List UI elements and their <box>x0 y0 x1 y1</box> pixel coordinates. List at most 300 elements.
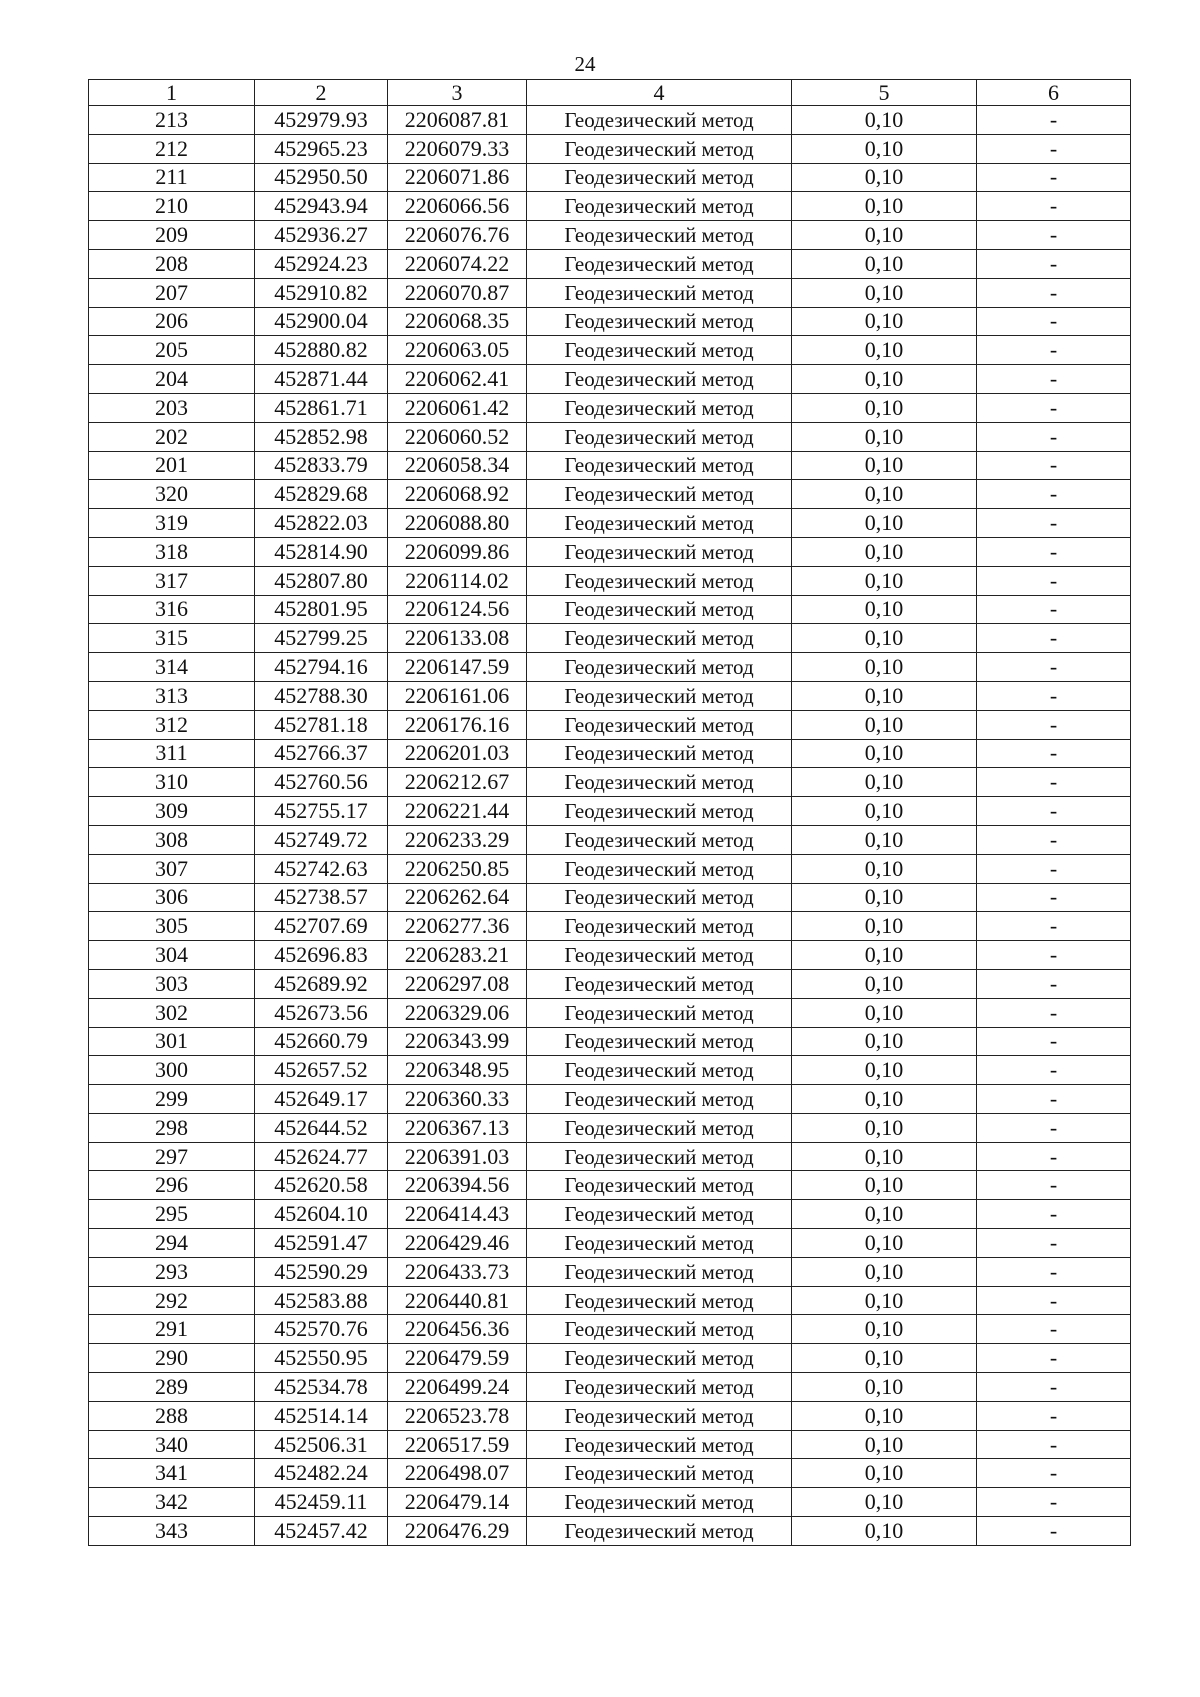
accuracy-cell: 0,10 <box>792 393 977 422</box>
y-coordinate-cell: 2206068.92 <box>388 480 527 509</box>
accuracy-cell: 0,10 <box>792 1430 977 1459</box>
method-cell: Геодезический метод <box>527 653 792 682</box>
method-cell: Геодезический метод <box>527 825 792 854</box>
x-coordinate-cell: 452534.78 <box>255 1373 388 1402</box>
y-coordinate-cell: 2206070.87 <box>388 278 527 307</box>
method-cell: Геодезический метод <box>527 1401 792 1430</box>
x-coordinate-cell: 452749.72 <box>255 825 388 854</box>
y-coordinate-cell: 2206124.56 <box>388 595 527 624</box>
accuracy-cell: 0,10 <box>792 1200 977 1229</box>
point-number-cell: 207 <box>89 278 255 307</box>
note-cell: - <box>977 451 1131 480</box>
point-number-cell: 297 <box>89 1142 255 1171</box>
table-row <box>89 1344 1131 1373</box>
method-cell: Геодезический метод <box>527 681 792 710</box>
table-row <box>89 969 1131 998</box>
x-coordinate-cell: 452742.63 <box>255 854 388 883</box>
note-cell: - <box>977 768 1131 797</box>
x-coordinate-cell: 452829.68 <box>255 480 388 509</box>
point-number-cell: 210 <box>89 192 255 221</box>
note-cell: - <box>977 854 1131 883</box>
table-row <box>89 1286 1131 1315</box>
accuracy-cell: 0,10 <box>792 537 977 566</box>
x-coordinate-cell: 452660.79 <box>255 1027 388 1056</box>
x-coordinate-cell: 452807.80 <box>255 566 388 595</box>
accuracy-cell: 0,10 <box>792 1401 977 1430</box>
table-row <box>89 1200 1131 1229</box>
note-cell: - <box>977 624 1131 653</box>
table-row <box>89 307 1131 336</box>
method-cell: Геодезический метод <box>527 739 792 768</box>
y-coordinate-cell: 2206433.73 <box>388 1257 527 1286</box>
accuracy-cell: 0,10 <box>792 825 977 854</box>
accuracy-cell: 0,10 <box>792 1257 977 1286</box>
accuracy-cell: 0,10 <box>792 1027 977 1056</box>
method-cell: Геодезический метод <box>527 1257 792 1286</box>
x-coordinate-cell: 452583.88 <box>255 1286 388 1315</box>
note-cell: - <box>977 1517 1131 1546</box>
point-number-cell: 299 <box>89 1085 255 1114</box>
y-coordinate-cell: 2206479.59 <box>388 1344 527 1373</box>
x-coordinate-cell: 452696.83 <box>255 941 388 970</box>
x-coordinate-cell: 452799.25 <box>255 624 388 653</box>
table-row <box>89 451 1131 480</box>
note-cell: - <box>977 710 1131 739</box>
accuracy-cell: 0,10 <box>792 624 977 653</box>
note-cell: - <box>977 422 1131 451</box>
x-coordinate-cell: 452979.93 <box>255 106 388 135</box>
note-cell: - <box>977 1286 1131 1315</box>
point-number-cell: 307 <box>89 854 255 883</box>
method-cell: Геодезический метод <box>527 1056 792 1085</box>
accuracy-cell: 0,10 <box>792 566 977 595</box>
accuracy-cell: 0,10 <box>792 969 977 998</box>
table-row <box>89 1459 1131 1488</box>
note-cell: - <box>977 134 1131 163</box>
y-coordinate-cell: 2206391.03 <box>388 1142 527 1171</box>
point-number-cell: 315 <box>89 624 255 653</box>
point-number-cell: 310 <box>89 768 255 797</box>
coordinates-table <box>88 79 1131 1546</box>
x-coordinate-cell: 452604.10 <box>255 1200 388 1229</box>
y-coordinate-cell: 2206479.14 <box>388 1488 527 1517</box>
point-number-cell: 202 <box>89 422 255 451</box>
point-number-cell: 343 <box>89 1517 255 1546</box>
accuracy-cell: 0,10 <box>792 221 977 250</box>
y-coordinate-cell: 2206414.43 <box>388 1200 527 1229</box>
note-cell: - <box>977 1085 1131 1114</box>
method-cell: Геодезический метод <box>527 422 792 451</box>
method-cell: Геодезический метод <box>527 1142 792 1171</box>
y-coordinate-cell: 2206063.05 <box>388 336 527 365</box>
point-number-cell: 320 <box>89 480 255 509</box>
x-coordinate-cell: 452459.11 <box>255 1488 388 1517</box>
note-cell: - <box>977 681 1131 710</box>
method-cell: Геодезический метод <box>527 134 792 163</box>
accuracy-cell: 0,10 <box>792 1056 977 1085</box>
point-number-cell: 317 <box>89 566 255 595</box>
method-cell: Геодезический метод <box>527 393 792 422</box>
x-coordinate-cell: 452620.58 <box>255 1171 388 1200</box>
point-number-cell: 342 <box>89 1488 255 1517</box>
table-row <box>89 854 1131 883</box>
table-row <box>89 825 1131 854</box>
y-coordinate-cell: 2206498.07 <box>388 1459 527 1488</box>
y-coordinate-cell: 2206068.35 <box>388 307 527 336</box>
table-row <box>89 566 1131 595</box>
method-cell: Геодезический метод <box>527 451 792 480</box>
x-coordinate-cell: 452755.17 <box>255 797 388 826</box>
point-number-cell: 293 <box>89 1257 255 1286</box>
x-coordinate-cell: 452950.50 <box>255 163 388 192</box>
note-cell: - <box>977 797 1131 826</box>
accuracy-cell: 0,10 <box>792 912 977 941</box>
method-cell: Геодезический метод <box>527 998 792 1027</box>
table-row <box>89 768 1131 797</box>
table-row <box>89 1401 1131 1430</box>
accuracy-cell: 0,10 <box>792 941 977 970</box>
note-cell: - <box>977 480 1131 509</box>
table-row <box>89 912 1131 941</box>
point-number-cell: 291 <box>89 1315 255 1344</box>
header-cell-2: 2 <box>255 80 388 106</box>
point-number-cell: 314 <box>89 653 255 682</box>
accuracy-cell: 0,10 <box>792 1171 977 1200</box>
table-row <box>89 797 1131 826</box>
y-coordinate-cell: 2206060.52 <box>388 422 527 451</box>
note-cell: - <box>977 883 1131 912</box>
y-coordinate-cell: 2206221.44 <box>388 797 527 826</box>
point-number-cell: 304 <box>89 941 255 970</box>
point-number-cell: 208 <box>89 249 255 278</box>
table-row <box>89 739 1131 768</box>
method-cell: Геодезический метод <box>527 336 792 365</box>
note-cell: - <box>977 595 1131 624</box>
accuracy-cell: 0,10 <box>792 134 977 163</box>
point-number-cell: 201 <box>89 451 255 480</box>
method-cell: Геодезический метод <box>527 912 792 941</box>
note-cell: - <box>977 1171 1131 1200</box>
accuracy-cell: 0,10 <box>792 365 977 394</box>
table-row <box>89 1488 1131 1517</box>
accuracy-cell: 0,10 <box>792 1315 977 1344</box>
y-coordinate-cell: 2206456.36 <box>388 1315 527 1344</box>
table-row <box>89 1113 1131 1142</box>
table-row <box>89 624 1131 653</box>
note-cell: - <box>977 307 1131 336</box>
x-coordinate-cell: 452707.69 <box>255 912 388 941</box>
accuracy-cell: 0,10 <box>792 1113 977 1142</box>
accuracy-cell: 0,10 <box>792 1488 977 1517</box>
table-header-row <box>89 80 1131 106</box>
header-cell-3: 3 <box>388 80 527 106</box>
y-coordinate-cell: 2206061.42 <box>388 393 527 422</box>
note-cell: - <box>977 509 1131 538</box>
x-coordinate-cell: 452550.95 <box>255 1344 388 1373</box>
table-row <box>89 278 1131 307</box>
note-cell: - <box>977 1459 1131 1488</box>
y-coordinate-cell: 2206087.81 <box>388 106 527 135</box>
y-coordinate-cell: 2206429.46 <box>388 1229 527 1258</box>
table-row <box>89 883 1131 912</box>
table-row <box>89 1027 1131 1056</box>
accuracy-cell: 0,10 <box>792 422 977 451</box>
note-cell: - <box>977 393 1131 422</box>
point-number-cell: 300 <box>89 1056 255 1085</box>
accuracy-cell: 0,10 <box>792 249 977 278</box>
point-number-cell: 296 <box>89 1171 255 1200</box>
accuracy-cell: 0,10 <box>792 854 977 883</box>
x-coordinate-cell: 452900.04 <box>255 307 388 336</box>
note-cell: - <box>977 653 1131 682</box>
accuracy-cell: 0,10 <box>792 480 977 509</box>
y-coordinate-cell: 2206348.95 <box>388 1056 527 1085</box>
accuracy-cell: 0,10 <box>792 1517 977 1546</box>
accuracy-cell: 0,10 <box>792 1085 977 1114</box>
note-cell: - <box>977 192 1131 221</box>
point-number-cell: 204 <box>89 365 255 394</box>
table-row <box>89 537 1131 566</box>
method-cell: Геодезический метод <box>527 1459 792 1488</box>
note-cell: - <box>977 249 1131 278</box>
table-row <box>89 1257 1131 1286</box>
method-cell: Геодезический метод <box>527 537 792 566</box>
x-coordinate-cell: 452910.82 <box>255 278 388 307</box>
y-coordinate-cell: 2206161.06 <box>388 681 527 710</box>
table-row <box>89 1373 1131 1402</box>
point-number-cell: 211 <box>89 163 255 192</box>
point-number-cell: 206 <box>89 307 255 336</box>
table-row <box>89 998 1131 1027</box>
table-body <box>89 80 1131 1546</box>
y-coordinate-cell: 2206114.02 <box>388 566 527 595</box>
x-coordinate-cell: 452814.90 <box>255 537 388 566</box>
point-number-cell: 319 <box>89 509 255 538</box>
accuracy-cell: 0,10 <box>792 163 977 192</box>
table-row <box>89 365 1131 394</box>
header-cell-4: 4 <box>527 80 792 106</box>
page-number: 24 <box>574 52 596 76</box>
note-cell: - <box>977 336 1131 365</box>
table-row <box>89 134 1131 163</box>
y-coordinate-cell: 2206201.03 <box>388 739 527 768</box>
note-cell: - <box>977 998 1131 1027</box>
method-cell: Геодезический метод <box>527 1027 792 1056</box>
y-coordinate-cell: 2206071.86 <box>388 163 527 192</box>
y-coordinate-cell: 2206517.59 <box>388 1430 527 1459</box>
method-cell: Геодезический метод <box>527 566 792 595</box>
x-coordinate-cell: 452673.56 <box>255 998 388 1027</box>
y-coordinate-cell: 2206066.56 <box>388 192 527 221</box>
x-coordinate-cell: 452570.76 <box>255 1315 388 1344</box>
table-row <box>89 422 1131 451</box>
x-coordinate-cell: 452852.98 <box>255 422 388 451</box>
x-coordinate-cell: 452822.03 <box>255 509 388 538</box>
y-coordinate-cell: 2206394.56 <box>388 1171 527 1200</box>
method-cell: Геодезический метод <box>527 1200 792 1229</box>
table-row <box>89 106 1131 135</box>
table-row <box>89 1430 1131 1459</box>
note-cell: - <box>977 278 1131 307</box>
note-cell: - <box>977 1027 1131 1056</box>
x-coordinate-cell: 452781.18 <box>255 710 388 739</box>
note-cell: - <box>977 1373 1131 1402</box>
x-coordinate-cell: 452590.29 <box>255 1257 388 1286</box>
y-coordinate-cell: 2206476.29 <box>388 1517 527 1546</box>
y-coordinate-cell: 2206360.33 <box>388 1085 527 1114</box>
y-coordinate-cell: 2206076.76 <box>388 221 527 250</box>
point-number-cell: 312 <box>89 710 255 739</box>
table-row <box>89 1085 1131 1114</box>
accuracy-cell: 0,10 <box>792 1373 977 1402</box>
method-cell: Геодезический метод <box>527 480 792 509</box>
point-number-cell: 290 <box>89 1344 255 1373</box>
accuracy-cell: 0,10 <box>792 595 977 624</box>
accuracy-cell: 0,10 <box>792 681 977 710</box>
method-cell: Геодезический метод <box>527 854 792 883</box>
table-row <box>89 681 1131 710</box>
table-row <box>89 249 1131 278</box>
accuracy-cell: 0,10 <box>792 739 977 768</box>
table-row <box>89 480 1131 509</box>
point-number-cell: 212 <box>89 134 255 163</box>
x-coordinate-cell: 452943.94 <box>255 192 388 221</box>
point-number-cell: 303 <box>89 969 255 998</box>
accuracy-cell: 0,10 <box>792 1229 977 1258</box>
method-cell: Геодезический метод <box>527 710 792 739</box>
y-coordinate-cell: 2206329.06 <box>388 998 527 1027</box>
note-cell: - <box>977 1315 1131 1344</box>
accuracy-cell: 0,10 <box>792 710 977 739</box>
x-coordinate-cell: 452880.82 <box>255 336 388 365</box>
accuracy-cell: 0,10 <box>792 1286 977 1315</box>
accuracy-cell: 0,10 <box>792 653 977 682</box>
y-coordinate-cell: 2206147.59 <box>388 653 527 682</box>
table-row <box>89 1229 1131 1258</box>
point-number-cell: 203 <box>89 393 255 422</box>
y-coordinate-cell: 2206133.08 <box>388 624 527 653</box>
x-coordinate-cell: 452506.31 <box>255 1430 388 1459</box>
point-number-cell: 316 <box>89 595 255 624</box>
method-cell: Геодезический метод <box>527 797 792 826</box>
point-number-cell: 288 <box>89 1401 255 1430</box>
point-number-cell: 302 <box>89 998 255 1027</box>
method-cell: Геодезический метод <box>527 1286 792 1315</box>
y-coordinate-cell: 2206176.16 <box>388 710 527 739</box>
method-cell: Геодезический метод <box>527 969 792 998</box>
y-coordinate-cell: 2206343.99 <box>388 1027 527 1056</box>
accuracy-cell: 0,10 <box>792 1344 977 1373</box>
method-cell: Геодезический метод <box>527 278 792 307</box>
x-coordinate-cell: 452766.37 <box>255 739 388 768</box>
x-coordinate-cell: 452760.56 <box>255 768 388 797</box>
table-row <box>89 509 1131 538</box>
method-cell: Геодезический метод <box>527 221 792 250</box>
accuracy-cell: 0,10 <box>792 336 977 365</box>
header-cell-1: 1 <box>89 80 255 106</box>
table-row <box>89 941 1131 970</box>
note-cell: - <box>977 1142 1131 1171</box>
accuracy-cell: 0,10 <box>792 192 977 221</box>
table-row <box>89 163 1131 192</box>
x-coordinate-cell: 452936.27 <box>255 221 388 250</box>
accuracy-cell: 0,10 <box>792 768 977 797</box>
point-number-cell: 209 <box>89 221 255 250</box>
method-cell: Геодезический метод <box>527 1085 792 1114</box>
table-row <box>89 1315 1131 1344</box>
method-cell: Геодезический метод <box>527 163 792 192</box>
accuracy-cell: 0,10 <box>792 278 977 307</box>
method-cell: Геодезический метод <box>527 1517 792 1546</box>
note-cell: - <box>977 739 1131 768</box>
method-cell: Геодезический метод <box>527 192 792 221</box>
point-number-cell: 318 <box>89 537 255 566</box>
method-cell: Геодезический метод <box>527 307 792 336</box>
x-coordinate-cell: 452457.42 <box>255 1517 388 1546</box>
method-cell: Геодезический метод <box>527 509 792 538</box>
y-coordinate-cell: 2206499.24 <box>388 1373 527 1402</box>
method-cell: Геодезический метод <box>527 768 792 797</box>
table-row <box>89 1517 1131 1546</box>
table-row <box>89 192 1131 221</box>
x-coordinate-cell: 452591.47 <box>255 1229 388 1258</box>
point-number-cell: 295 <box>89 1200 255 1229</box>
point-number-cell: 308 <box>89 825 255 854</box>
x-coordinate-cell: 452833.79 <box>255 451 388 480</box>
note-cell: - <box>977 537 1131 566</box>
method-cell: Геодезический метод <box>527 595 792 624</box>
method-cell: Геодезический метод <box>527 941 792 970</box>
point-number-cell: 294 <box>89 1229 255 1258</box>
x-coordinate-cell: 452924.23 <box>255 249 388 278</box>
point-number-cell: 309 <box>89 797 255 826</box>
y-coordinate-cell: 2206367.13 <box>388 1113 527 1142</box>
x-coordinate-cell: 452801.95 <box>255 595 388 624</box>
table-row <box>89 710 1131 739</box>
accuracy-cell: 0,10 <box>792 883 977 912</box>
x-coordinate-cell: 452738.57 <box>255 883 388 912</box>
accuracy-cell: 0,10 <box>792 1142 977 1171</box>
method-cell: Геодезический метод <box>527 1171 792 1200</box>
point-number-cell: 341 <box>89 1459 255 1488</box>
header-cell-5: 5 <box>792 80 977 106</box>
note-cell: - <box>977 221 1131 250</box>
y-coordinate-cell: 2206440.81 <box>388 1286 527 1315</box>
note-cell: - <box>977 1229 1131 1258</box>
note-cell: - <box>977 1344 1131 1373</box>
table-row <box>89 393 1131 422</box>
point-number-cell: 205 <box>89 336 255 365</box>
method-cell: Геодезический метод <box>527 1229 792 1258</box>
point-number-cell: 298 <box>89 1113 255 1142</box>
table-row <box>89 1056 1131 1085</box>
method-cell: Геодезический метод <box>527 1488 792 1517</box>
note-cell: - <box>977 1430 1131 1459</box>
note-cell: - <box>977 365 1131 394</box>
y-coordinate-cell: 2206277.36 <box>388 912 527 941</box>
point-number-cell: 306 <box>89 883 255 912</box>
note-cell: - <box>977 969 1131 998</box>
y-coordinate-cell: 2206297.08 <box>388 969 527 998</box>
note-cell: - <box>977 1113 1131 1142</box>
accuracy-cell: 0,10 <box>792 1459 977 1488</box>
note-cell: - <box>977 1257 1131 1286</box>
y-coordinate-cell: 2206062.41 <box>388 365 527 394</box>
method-cell: Геодезический метод <box>527 1430 792 1459</box>
y-coordinate-cell: 2206058.34 <box>388 451 527 480</box>
x-coordinate-cell: 452965.23 <box>255 134 388 163</box>
method-cell: Геодезический метод <box>527 883 792 912</box>
